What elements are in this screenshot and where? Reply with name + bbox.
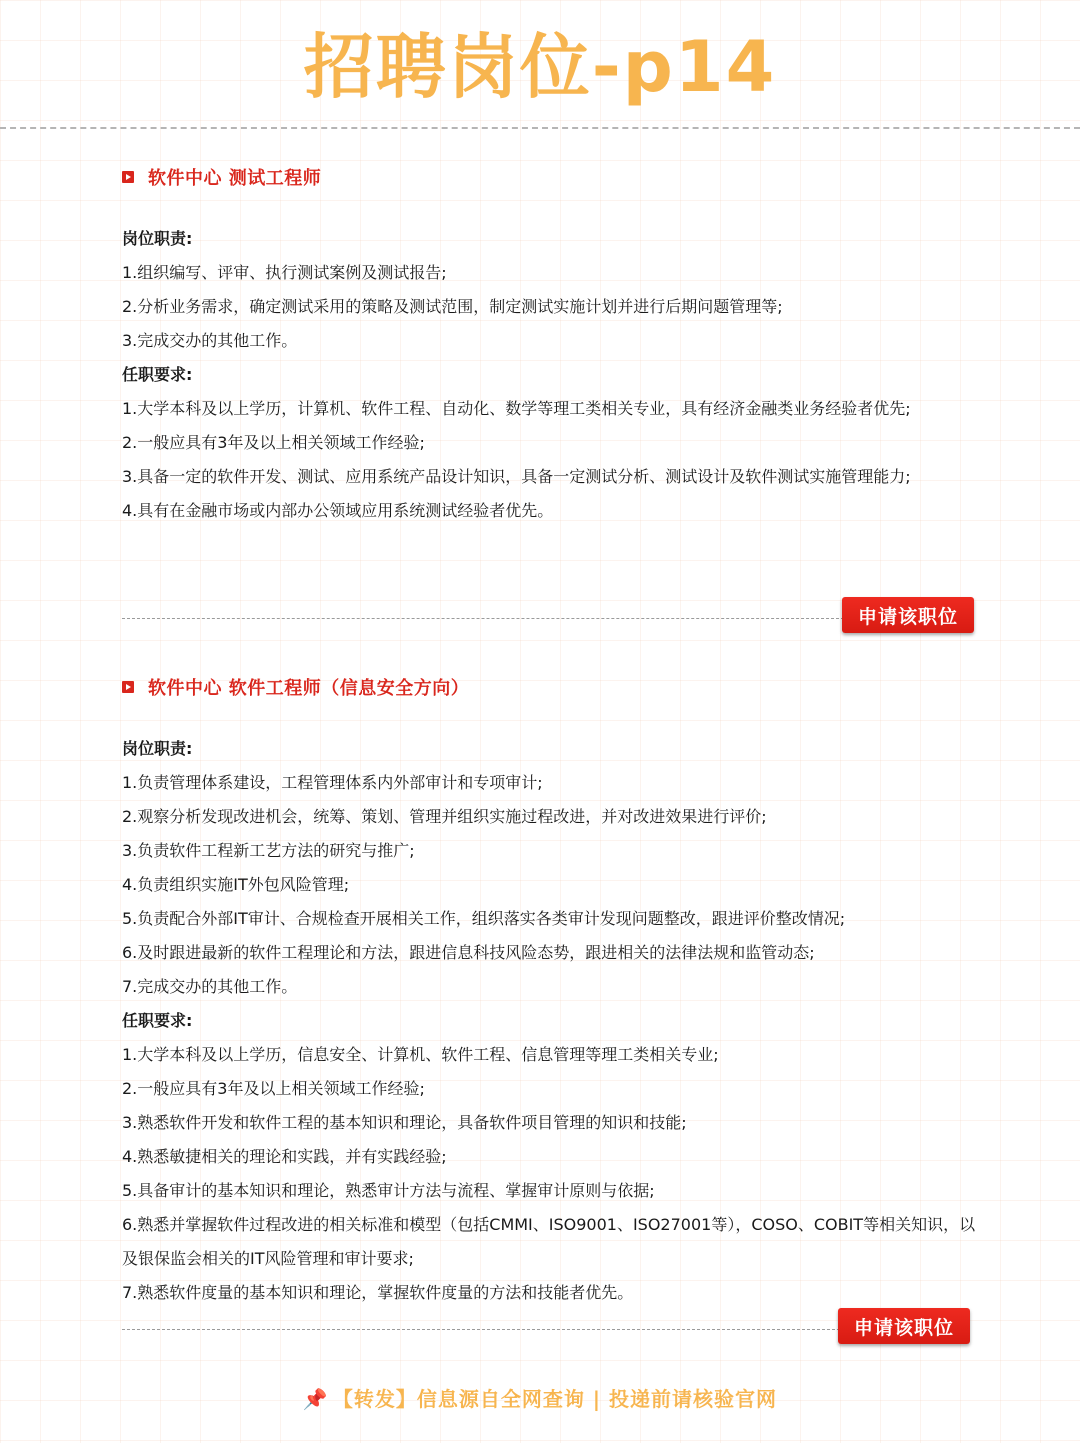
- duties-list: [122, 766, 982, 1004]
- requirement-item: 4.熟悉敏捷相关的理论和实践，并有实践经验;: [122, 1147, 447, 1166]
- duty-item: 5.负责配合外部IT审计、合规检查开展相关工作，组织落实各类审计发现问题整改，跟进评价整改情况;: [122, 909, 846, 928]
- apply-row-2: [122, 1308, 970, 1344]
- duties-list: [122, 256, 982, 358]
- duty-item: 1.组织编写、评审、执行测试案例及测试报告;: [122, 263, 447, 282]
- job-title: 软件中心 软件工程师（信息安全方向）: [148, 678, 470, 699]
- job-header: [122, 670, 982, 704]
- requirements-heading: 任职要求:: [122, 1011, 193, 1030]
- apply-button-1[interactable]: 申请该职位: [842, 597, 974, 633]
- requirements-list: [122, 392, 982, 528]
- duties-heading: 岗位职责:: [122, 229, 193, 248]
- apply-row-1: [122, 597, 974, 633]
- section-divider: [122, 618, 844, 619]
- requirements-list: [122, 1038, 982, 1310]
- duties-heading: 岗位职责:: [122, 739, 193, 758]
- job-posting-1: [122, 160, 982, 528]
- page-title: 招聘岗位-p14: [303, 26, 777, 108]
- requirement-item: 4.具有在金融市场或内部办公领域应用系统测试经验者优先。: [122, 501, 554, 520]
- job-header: [122, 160, 982, 194]
- requirement-item: 6.熟悉并掌握软件过程改进的相关标准和模型（包括CMMI、ISO9001、ISO27001等），COSO、COBIT等相关知识，以及银保监会相关的IT风险管理和审计要求;: [122, 1215, 976, 1268]
- requirement-item: 3.具备一定的软件开发、测试、应用系统产品设计知识，具备一定测试分析、测试设计及软件测试实施管理能力;: [122, 467, 911, 486]
- footer-text: 【转发】信息源自全网查询 | 投递前请核验官网: [332, 1387, 778, 1411]
- play-marker-icon: [122, 171, 134, 183]
- duty-item: 4.负责组织实施IT外包风险管理;: [122, 875, 350, 894]
- apply-button-2[interactable]: 申请该职位: [838, 1308, 970, 1344]
- requirement-item: 1.大学本科及以上学历，信息安全、计算机、软件工程、信息管理等理工类相关专业;: [122, 1045, 719, 1064]
- section-divider: [122, 1329, 840, 1330]
- job-title: 软件中心 测试工程师: [148, 168, 322, 189]
- duty-item: 2.观察分析发现改进机会，统筹、策划、管理并组织实施过程改进，并对改进效果进行评价;: [122, 807, 767, 826]
- duty-item: 6.及时跟进最新的软件工程理论和方法，跟进信息科技风险态势，跟进相关的法律法规和监管动态;: [122, 943, 815, 962]
- duty-item: 1.负责管理体系建设，工程管理体系内外部审计和专项审计;: [122, 773, 543, 792]
- job-posting-2: [122, 670, 982, 1310]
- requirements-heading: 任职要求:: [122, 365, 193, 384]
- duty-item: 7.完成交办的其他工作。: [122, 977, 298, 996]
- requirement-item: 2.一般应具有3年及以上相关领域工作经验;: [122, 1079, 425, 1098]
- requirement-item: 7.熟悉软件度量的基本知识和理论，掌握软件度量的方法和技能者优先。: [122, 1283, 634, 1302]
- footer-note: [0, 1382, 1080, 1416]
- title-divider: [0, 127, 1080, 129]
- requirement-item: 1.大学本科及以上学历，计算机、软件工程、自动化、数学等理工类相关专业，具有经济金融类业务经验者优先;: [122, 399, 911, 418]
- requirement-item: 5.具备审计的基本知识和理论，熟悉审计方法与流程、掌握审计原则与依据;: [122, 1181, 655, 1200]
- requirement-item: 3.熟悉软件开发和软件工程的基本知识和理论，具备软件项目管理的知识和技能;: [122, 1113, 687, 1132]
- requirement-item: 2.一般应具有3年及以上相关领域工作经验;: [122, 433, 425, 452]
- duty-item: 3.完成交办的其他工作。: [122, 331, 298, 350]
- play-marker-icon: [122, 681, 134, 693]
- pin-icon: 📌: [302, 1387, 329, 1411]
- duty-item: 2.分析业务需求，确定测试采用的策略及测试范围，制定测试实施计划并进行后期问题管理等;: [122, 297, 783, 316]
- duty-item: 3.负责软件工程新工艺方法的研究与推广;: [122, 841, 415, 860]
